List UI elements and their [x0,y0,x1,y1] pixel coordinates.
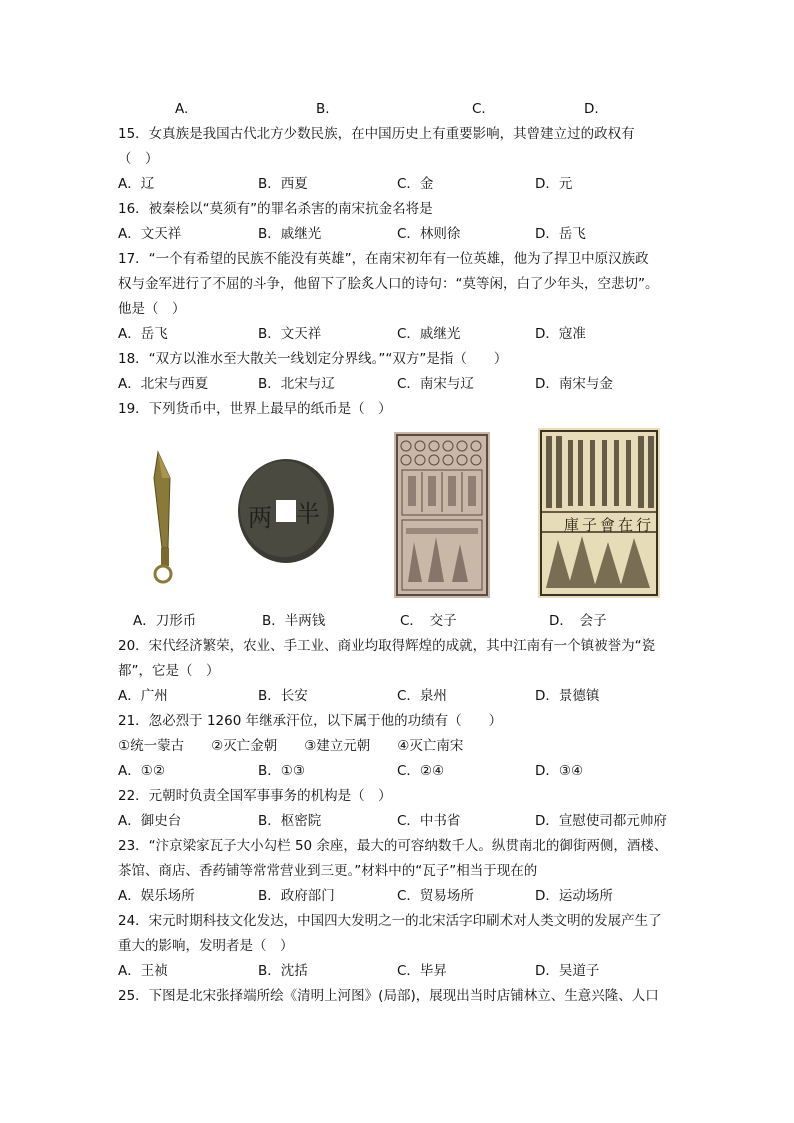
q23-option-b: B．政府部门 [258,888,335,904]
q16-option-c: C．林则徐 [397,226,461,242]
q24-option-a: A．王祯 [118,963,168,979]
huizi-text: 行在會子庫 [563,516,654,534]
q20-option-d: D．景德镇 [535,688,600,704]
q21-items: ①统一蒙古 ②灭亡金朝 ③建立元朝 ④灭亡南宋 [118,738,464,754]
coin-char-right: 半 [296,500,320,528]
q16-stem: 16．被秦桧以“莫须有”的罪名杀害的南宋抗金名将是 [118,201,433,217]
q23-line1: 23．“汴京梁家瓦子大小勾栏 50 余座，最大的可容纳数千人。纵贯南北的御街两侧，酒楼、 [118,838,668,854]
q15-option-c: C．金 [397,176,434,192]
option-c-top: C. [472,101,486,117]
q15-blank: （ ） [118,151,159,167]
huizi-image [538,428,660,598]
q18-option-c: C．南宋与辽 [397,376,474,392]
q17-line1: 17．“一个有希望的民族不能没有英雄”，在南宋初年有一位英雄，他为了捍卫中原汉族政 [118,251,649,267]
q19-option-b: B．半两钱 [262,613,326,629]
q21-option-b: B．①③ [258,763,305,779]
q23-option-c: C．贸易场所 [397,888,474,904]
q18-option-d: D．南宋与金 [535,376,613,392]
q22-option-b: B．枢密院 [258,813,322,829]
banliang-coin-image [236,456,336,566]
q18-option-b: B．北宋与辽 [258,376,335,392]
q22-option-c: C．中书省 [397,813,461,829]
q24-line2: 重大的影响，发明者是（ ） [118,938,294,954]
q20-line2: 都”，它是（ ） [118,663,220,679]
q24-option-c: C．毕昇 [397,963,447,979]
jiaozi-image [394,432,490,598]
q17-option-b: B．文天祥 [258,326,322,342]
q25-line1: 25．下图是北宋张择端所绘《清明上河图》(局部)，展现出当时店铺林立、生意兴隆、人口 [118,988,659,1004]
q17-line2: 权与金军进行了不屈的斗争，他留下了脍炙人口的诗句：“莫等闲，白了少年头，空悲切”。 [118,276,659,292]
q17-line3: 他是（ ） [118,301,186,317]
q20-option-a: A．广州 [118,688,168,704]
q21-stem: 21．忽必烈于 1260 年继承汗位，以下属于他的功绩有（ ） [118,713,503,729]
q15-stem: 15．女真族是我国古代北方少数民族，在中国历史上有重要影响，其曾建立过的政权有 [118,126,635,142]
q22-stem: 22．元朝时负责全国军事事务的机构是（ ） [118,788,392,804]
q22-option-d: D．宣慰使司都元帅府 [535,813,667,829]
q23-line2: 茶馆、商店、香药铺等常常营业到三更。”材料中的“瓦子”相当于现在的 [118,863,538,879]
option-d-top: D. [584,101,599,117]
q18-stem: 18．“双方以淮水至大散关一线划定分界线。”“双方”是指（ ） [118,351,508,367]
q19-option-c: C． 交子 [400,613,457,629]
q20-option-c: C．泉州 [397,688,447,704]
coin-char-left: 两 [248,504,272,532]
q16-option-b: B．戚继光 [258,226,322,242]
q21-option-a: A．①② [118,763,165,779]
option-b-top: B. [316,101,330,117]
q16-option-d: D．岳飞 [535,226,586,242]
q23-option-d: D．运动场所 [535,888,613,904]
q20-line1: 20．宋代经济繁荣，农业、手工业、商业均取得辉煌的成就，其中江南有一个镇被誉为“瓷 [118,638,656,654]
q20-option-b: B．长安 [258,688,308,704]
q16-option-a: A．文天祥 [118,226,182,242]
q17-option-a: A．岳飞 [118,326,168,342]
q15-option-d: D．元 [535,176,573,192]
q24-option-d: D．吴道子 [535,963,600,979]
q19-option-a: A．刀形币 [133,613,197,629]
q24-option-b: B．沈括 [258,963,308,979]
q23-option-a: A．娱乐场所 [118,888,195,904]
q15-option-a: A．辽 [118,176,155,192]
q21-option-c: C．②④ [397,763,445,779]
q24-line1: 24．宋元时期科技文化发达，中国四大发明之一的北宋活字印刷术对人类文明的发展产生了 [118,913,662,929]
q22-option-a: A．御史台 [118,813,182,829]
knife-coin-image [140,448,190,588]
q17-option-c: C．戚继光 [397,326,461,342]
q21-option-d: D．③④ [535,763,584,779]
q15-option-b: B．西夏 [258,176,308,192]
q19-stem: 19．下列货币中，世界上最早的纸币是（ ） [118,401,392,417]
q17-option-d: D．寇准 [535,326,586,342]
q19-option-d: D． 会子 [549,613,607,629]
q18-option-a: A．北宋与西夏 [118,376,209,392]
option-a-top: A. [175,101,189,117]
